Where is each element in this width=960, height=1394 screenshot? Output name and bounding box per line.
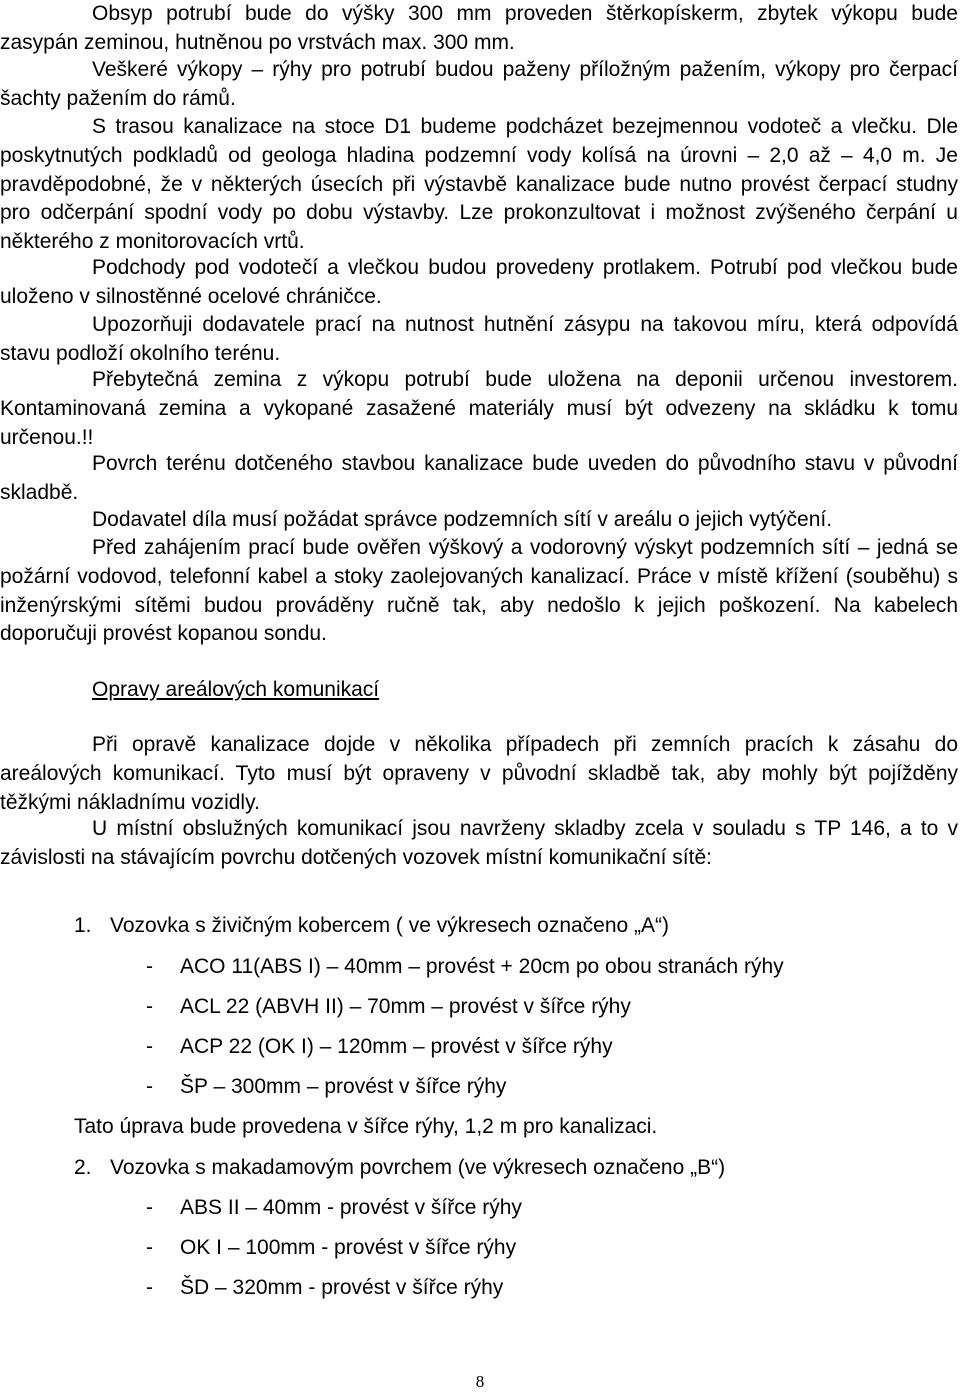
dash-marker: - <box>146 1276 153 1299</box>
subitem-text: ACO 11(ABS I) – 40mm – provést + 20cm po obou stranách rýhy <box>180 955 784 978</box>
list-subitem <box>146 1194 522 1222</box>
paragraph-backfill: Obsyp potrubí bude do výšky 300 mm proveden štěrkopískerm, zbytek výkopu bude zasypán zeminou, hutněnou po vrstvách max. 300 mm. <box>0 2 958 54</box>
dash-marker: - <box>146 995 153 1018</box>
paragraph-excess-soil: Přebytečná zemina z výkopu potrubí bude uložena na deponii určenou investorem. Kontaminovaná zemina a vykopané zasažené materiály musí být odvezeny na skládku k tomu určenou.!! <box>0 368 958 449</box>
paragraph-groundwater: S trasou kanalizace na stoce D1 budeme podcházet bezejmennou vodoteč a vlečku. Dle poskytnutých podkladů od geologa hladina podzemní vody kolísá na úrovni – 2,0 až – 4,0 m. Je pravděpodobné, že v některých úsecích při výstavbě kanalizace bude nutno provést čerpací studny pro odčerpání spodní vody po dobu výstavby. Lze prokonzultovat i možnost zvýšeného čerpání u některého z monitorovacích vrtů. <box>0 115 958 254</box>
list-item-2 <box>74 1154 725 1182</box>
dash-marker: - <box>146 1196 153 1219</box>
list-subitem <box>146 1033 613 1061</box>
paragraph-road-composition: U místní obslužných komunikací jsou navrženy skladby zcela v souladu s TP 146, a to v závislosti na stávajícím povrchu dotčených vozovek místní komunikační sítě: <box>0 817 958 869</box>
list-subitem <box>146 1274 503 1302</box>
dash-marker: - <box>146 1075 153 1098</box>
subitem-text: ABS II – 40mm - provést v šířce rýhy <box>180 1196 522 1219</box>
section-heading: Opravy areálových komunikací <box>92 678 380 701</box>
paragraph-shoring: Veškeré výkopy – rýhy pro potrubí budou paženy příložným pažením, výkopy pro čerpací šachty pažením do rámů. <box>0 58 958 110</box>
subitem-text: OK I – 100mm - provést v šířce rýhy <box>180 1236 517 1259</box>
paragraph-network-marking: Dodavatel díla musí požádat správce podzemních sítí v areálu o jejich vytýčení. <box>92 508 833 531</box>
subitem-text: ACL 22 (ABVH II) – 70mm – provést v šířce rýhy <box>180 995 631 1018</box>
paragraph-utilities: Před zahájením prací bude ověřen výškový a vodorovný výskyt podzemních sítí – jedná se požární vodovod, telefonní kabel a stoky zaolejovaných kanalizací. Práce v místě křížení (souběhu) s inženýrskými sítěmi budou prováděny ručně tak, aby nedošlo k jejich poškození. Na kabelech doporučuji provést kopanou sondu. <box>0 536 958 646</box>
list-number: 2. <box>74 1156 92 1179</box>
list-subitem <box>146 953 784 981</box>
list-subitem <box>146 993 631 1021</box>
page-number: 8 <box>475 1372 485 1391</box>
subitem-text: ŠP – 300mm – provést v šířce rýhy <box>180 1075 507 1098</box>
list-note: Tato úprava bude provedena v šířce rýhy, 1,2 m pro kanalizaci. <box>74 1115 658 1138</box>
paragraph-road-repair: Při opravě kanalizace dojde v několika případech při zemních pracích k zásahu do areálových komunikací. Tyto musí být opraveny v původní skladbě tak, aby mohly být pojížděny těžkými nákladnímu vozidly. <box>0 733 958 814</box>
list-item-1 <box>74 912 669 940</box>
list-number: 1. <box>74 914 92 937</box>
dash-marker: - <box>146 955 153 978</box>
paragraph-underpass: Podchody pod vodotečí a vlečkou budou provedeny protlakem. Potrubí pod vlečkou bude uloženo v silnostěnné ocelové chráničce. <box>0 256 958 308</box>
dash-marker: - <box>146 1236 153 1259</box>
subitem-text: ACP 22 (OK I) – 120mm – provést v šířce rýhy <box>180 1035 613 1058</box>
subitem-text: ŠD – 320mm - provést v šířce rýhy <box>180 1276 504 1299</box>
list-title: Vozovka s živičným kobercem ( ve výkresech označeno „A“) <box>110 914 670 937</box>
dash-marker: - <box>146 1035 153 1058</box>
paragraph-compaction: Upozorňuji dodavatele prací na nutnost hutnění zásypu na takovou míru, která odpovídá stavu podloží okolního terénu. <box>0 313 958 365</box>
list-subitem <box>146 1073 506 1101</box>
list-subitem <box>146 1234 516 1262</box>
list-title: Vozovka s makadamovým povrchem (ve výkresech označeno „B“) <box>110 1156 726 1179</box>
paragraph-terrain: Povrch terénu dotčeného stavbou kanalizace bude uveden do původního stavu v původní skladbě. <box>0 452 958 504</box>
